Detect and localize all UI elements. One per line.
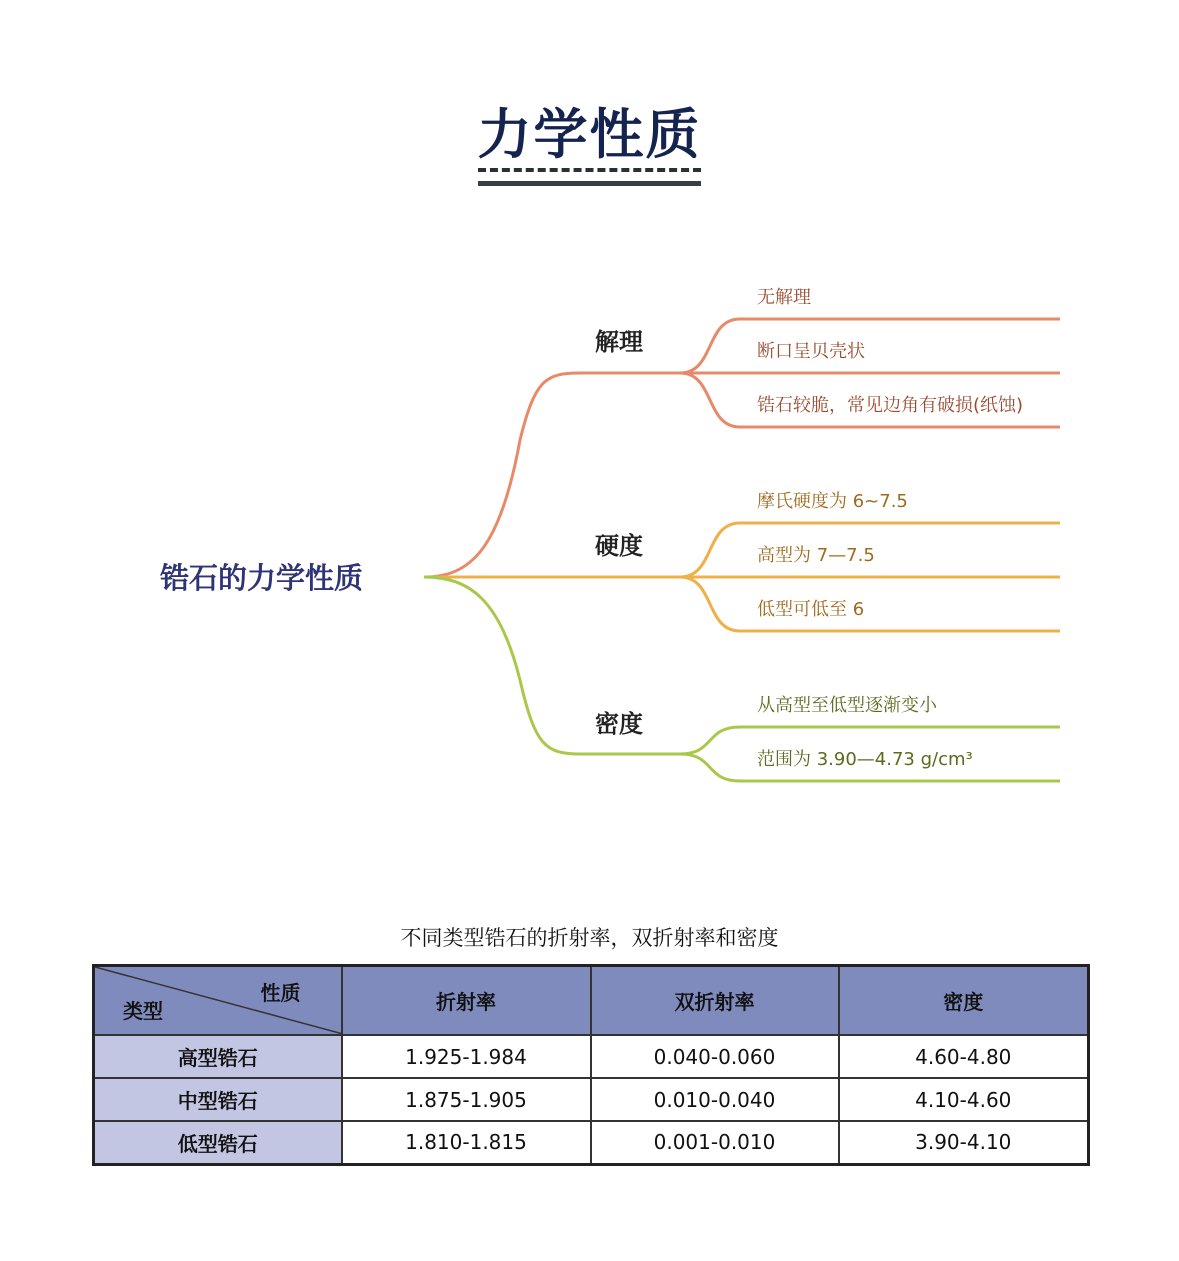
table-cell: 3.90-4.10 [839, 1121, 1089, 1164]
leaf-high-type-hardness: 高型为 7—7.5 [757, 545, 875, 566]
column-header: 双折射率 [591, 966, 839, 1036]
table-cell: 4.60-4.80 [839, 1035, 1089, 1078]
page-title: 力学性质 [477, 103, 702, 166]
leaf-conchoidal-fracture: 断口呈贝壳状 [757, 341, 865, 362]
table-cell: 1.875-1.905 [342, 1078, 591, 1121]
mindmap-root: 锆石的力学性质 [160, 561, 364, 595]
table-corner-header [94, 966, 342, 1036]
table-caption: 不同类型锆石的折射率，双折射率和密度 [400, 926, 779, 950]
table-row [94, 1078, 1089, 1121]
leaf-density-trend: 从高型至低型逐渐变小 [757, 695, 937, 716]
table-cell: 1.810-1.815 [342, 1121, 591, 1164]
branch-label-density: 密度 [595, 710, 643, 738]
corner-label-property: 性质 [260, 981, 301, 1005]
table-cell: 0.001-0.010 [591, 1121, 839, 1164]
column-header: 折射率 [342, 966, 591, 1036]
row-header: 高型锆石 [94, 1035, 342, 1078]
leaf-density-range: 范围为 3.90—4.73 g/cm³ [757, 749, 973, 770]
leaf-mohs-hardness: 摩氏硬度为 6~7.5 [757, 491, 908, 512]
properties-table [92, 964, 1090, 1166]
leaf-low-type-hardness: 低型可低至 6 [757, 599, 865, 620]
table-row [94, 1035, 1089, 1078]
table-cell: 0.010-0.040 [591, 1078, 839, 1121]
table-row [94, 1121, 1089, 1164]
leaf-connector [680, 577, 1060, 631]
row-header: 中型锆石 [94, 1078, 342, 1121]
corner-label-type: 类型 [123, 999, 163, 1023]
row-header: 低型锆石 [94, 1121, 342, 1164]
column-header: 密度 [839, 966, 1089, 1036]
table-cell: 4.10-4.60 [839, 1078, 1089, 1121]
title-solid-underline [478, 181, 701, 186]
table-cell: 1.925-1.984 [342, 1035, 591, 1078]
title-dashed-underline [478, 168, 701, 172]
leaf-connector [680, 319, 1060, 373]
table-cell: 0.040-0.060 [591, 1035, 839, 1078]
branch-label-cleavage: 解理 [595, 328, 643, 356]
mindmap [0, 240, 1179, 820]
branch-label-hardness: 硬度 [595, 532, 643, 560]
leaf-brittle: 锆石较脆，常见边角有破损(纸蚀) [757, 395, 1024, 416]
leaf-no-cleavage: 无解理 [757, 287, 811, 308]
